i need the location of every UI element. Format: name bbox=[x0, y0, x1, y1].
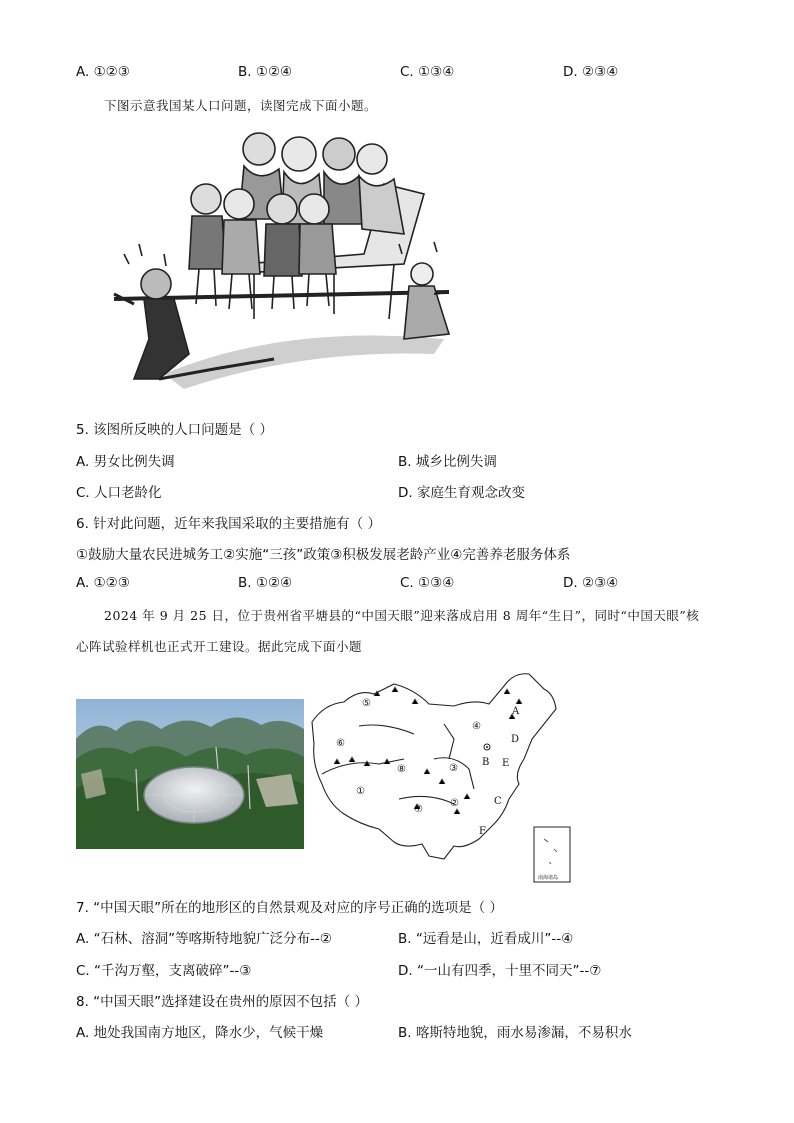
fast-telescope-photo bbox=[76, 699, 304, 849]
q5-stem: 5. 该图所反映的人口问题是（ ） bbox=[76, 422, 273, 438]
intro-fast-line2: 心阵试验样机也正式开工建设。据此完成下面小题 bbox=[76, 639, 363, 654]
map-label-8: ⑧ bbox=[397, 764, 406, 775]
q8-option-b: B. 喀斯特地貌，雨水易渗漏，不易积水 bbox=[398, 1025, 632, 1041]
prev-option-c: C. ①③④ bbox=[400, 64, 455, 80]
map-label-3: ③ bbox=[449, 763, 458, 774]
aging-cartoon-illustration bbox=[104, 124, 466, 396]
q6-option-b: B. ①②④ bbox=[238, 575, 293, 591]
map-label-c: C bbox=[494, 796, 502, 807]
q7-option-d: D. “一山有四季，十里不同天”--⑦ bbox=[398, 963, 602, 979]
q8-option-a: A. 地处我国南方地区，降水少，气候干燥 bbox=[76, 1025, 324, 1041]
intro-fast-line1: 2024 年 9 月 25 日，位于贵州省平塘县的“中国天眼”迎来落成启用 8 周年“生日”，同时“中国天眼”核 bbox=[104, 608, 700, 623]
q6-stem: 6. 针对此问题，近年来我国采取的主要措施有（ ） bbox=[76, 516, 381, 532]
q7-option-c: C. “千沟万壑，支离破碎”--③ bbox=[76, 963, 252, 979]
q6-option-a: A. ①②③ bbox=[76, 575, 130, 591]
q6-option-d: D. ②③④ bbox=[563, 575, 619, 591]
map-label-4: ④ bbox=[472, 721, 481, 732]
map-label-5: ⑤ bbox=[362, 698, 371, 709]
china-terrain-map bbox=[304, 664, 574, 886]
map-label-a: A bbox=[512, 706, 520, 717]
q7-option-a: A. “石林、溶洞”等喀斯特地貌广泛分布--② bbox=[76, 931, 332, 947]
q5-option-a: A. 男女比例失调 bbox=[76, 454, 175, 470]
prev-option-d: D. ②③④ bbox=[563, 64, 619, 80]
q8-stem: 8. “中国天眼”选择建设在贵州的原因不包括（ ） bbox=[76, 994, 368, 1010]
map-label-d: D bbox=[511, 734, 520, 745]
intro-population: 下图示意我国某人口问题，读图完成下面小题。 bbox=[104, 98, 378, 113]
map-label-1: ① bbox=[356, 786, 365, 797]
map-label-e: E bbox=[502, 758, 510, 769]
prev-option-a: A. ①②③ bbox=[76, 64, 130, 80]
map-inset-label: 南海诸岛 bbox=[538, 875, 559, 881]
q6-option-c: C. ①③④ bbox=[400, 575, 455, 591]
map-label-6: ⑥ bbox=[336, 738, 345, 749]
map-label-2: ② bbox=[450, 798, 459, 809]
prev-option-b: B. ①②④ bbox=[238, 64, 293, 80]
q7-stem: 7. “中国天眼”所在的地形区的自然景观及对应的序号正确的选项是（ ） bbox=[76, 900, 503, 916]
q5-option-b: B. 城乡比例失调 bbox=[398, 454, 497, 470]
map-label-7: ⑦ bbox=[414, 804, 423, 815]
map-label-f: F bbox=[479, 826, 486, 837]
q6-items: ①鼓励大量农民进城务工②实施“三孩”政策③积极发展老龄产业④完善养老服务体系 bbox=[76, 547, 571, 563]
q5-option-d: D. 家庭生育观念改变 bbox=[398, 485, 525, 501]
map-label-b: B bbox=[482, 757, 490, 768]
q7-option-b: B. “远看是山，近看成川”--④ bbox=[398, 931, 574, 947]
q5-option-c: C. 人口老龄化 bbox=[76, 485, 162, 501]
